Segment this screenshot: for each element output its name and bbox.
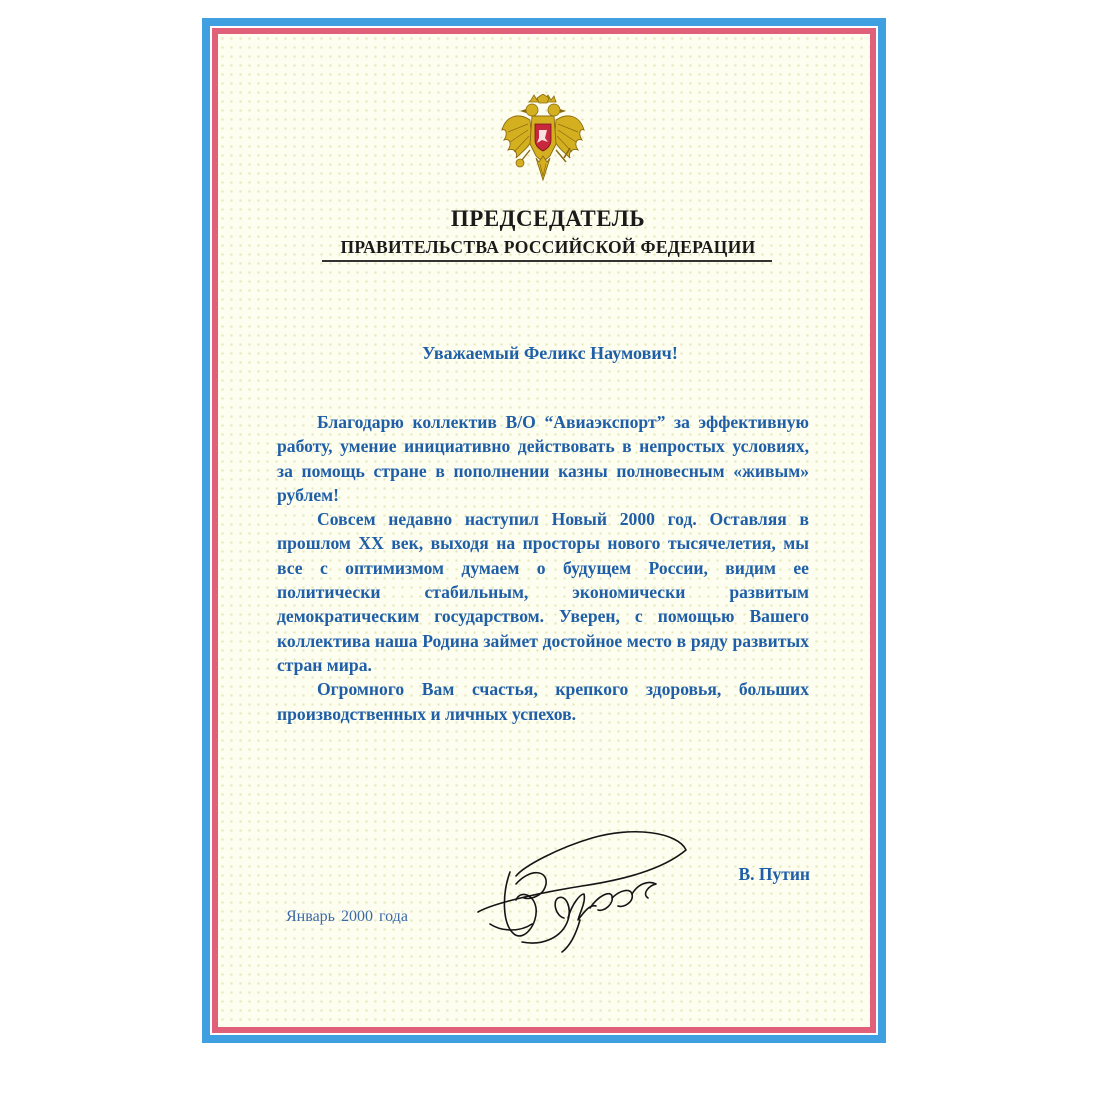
letter-paragraph: Совсем недавно наступил Новый 2000 год. Оставляя в прошлом XX век, выходя на просторы нового тысячелетия, мы все с оптимизмом думаем о будущем России, видим ее политически стабильным, экономически развитым демократическим государством. Уверен, с помощью Вашего коллектива наша Родина займет достойное место в ряду развитых стран мира.	[277, 509, 809, 675]
letter-paragraph: Благодарю коллектив В/О “Авиаэкспорт” за эффективную работу, умение инициативно действовать в непростых условиях, за помощь стране в пополнении казны полновесным «живым» рублем!	[277, 412, 809, 505]
letter-greeting: Уважаемый Феликс Наумович!	[422, 343, 678, 363]
letter-date: Январь 2000 года	[286, 908, 408, 925]
handwritten-signature	[472, 824, 692, 956]
signer-name: В. Путин	[738, 864, 810, 884]
double-headed-eagle-icon	[500, 94, 586, 186]
title-underline	[322, 260, 772, 262]
letter-paragraph: Огромного Вам счастья, крепкого здоровья, больших производственных и личных успехов.	[277, 679, 809, 724]
page-subtitle: ПРАВИТЕЛЬСТВА РОССИЙСКОЙ ФЕДЕРАЦИИ	[340, 237, 756, 257]
letter-body	[277, 410, 809, 726]
page-title: ПРЕДСЕДАТЕЛЬ	[450, 206, 646, 231]
